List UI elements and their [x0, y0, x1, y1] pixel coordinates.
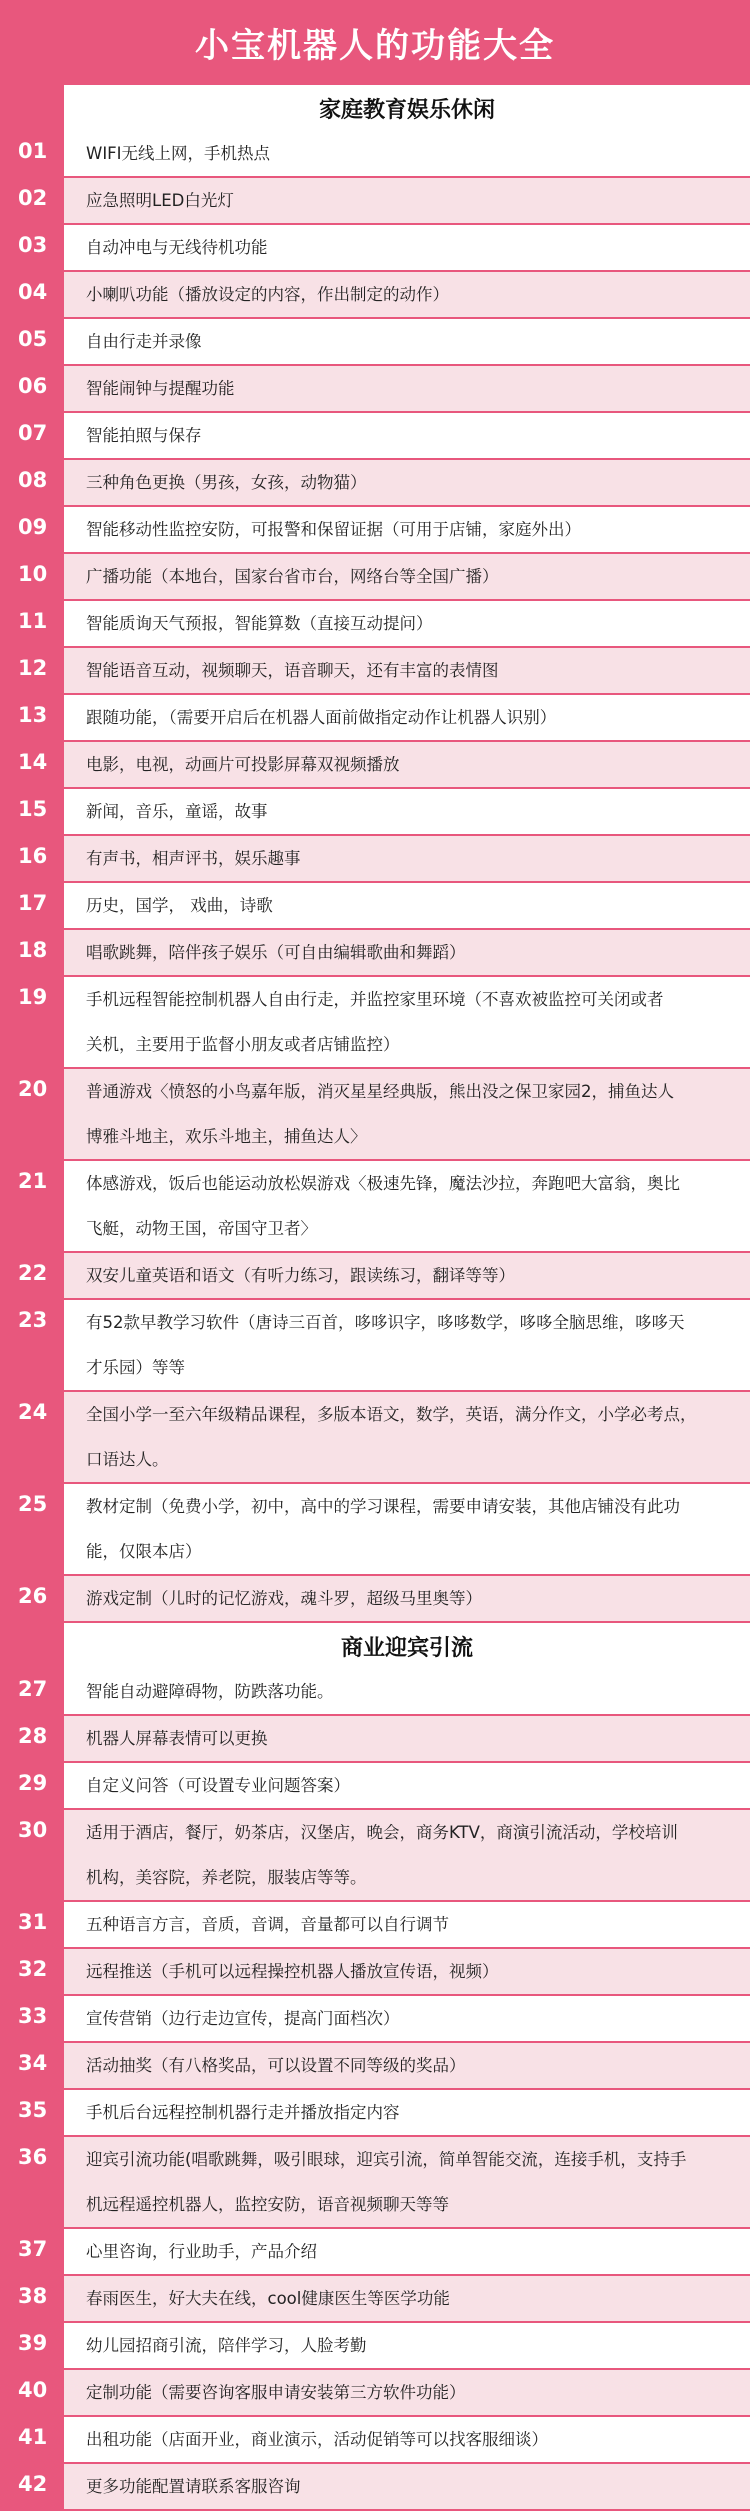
feature-number: 27	[18, 1677, 48, 1701]
feature-number: 18	[18, 938, 48, 962]
feature-row	[0, 2370, 750, 2415]
feature-number: 34	[18, 2051, 48, 2075]
feature-number: 17	[18, 891, 48, 915]
feature-row	[0, 1902, 750, 1947]
feature-text: 自定义问答（可设置专业问题答案）	[64, 1763, 750, 1808]
feature-number: 16	[18, 844, 48, 868]
feature-number: 01	[18, 139, 48, 163]
feature-number: 06	[18, 374, 48, 398]
feature-row	[0, 1810, 750, 1900]
feature-number: 22	[18, 1261, 48, 1285]
feature-number: 41	[18, 2425, 48, 2449]
feature-number: 23	[18, 1308, 48, 1332]
feature-row	[0, 1716, 750, 1761]
feature-number: 31	[18, 1910, 48, 1934]
section-heading: 家庭教育娱乐休闲	[64, 85, 750, 131]
feature-text: 游戏定制（儿时的记忆游戏，魂斗罗，超级马里奥等）	[64, 1576, 750, 1621]
feature-number: 35	[18, 2098, 48, 2122]
feature-text: 春雨医生，好大夫在线，cool健康医生等医学功能	[64, 2276, 750, 2321]
feature-row	[0, 460, 750, 505]
feature-number: 33	[18, 2004, 48, 2028]
section-heading: 商业迎宾引流	[64, 1623, 750, 1669]
feature-row	[0, 1253, 750, 1298]
feature-row	[0, 1484, 750, 1574]
feature-text: 三种角色更换（男孩，女孩，动物猫）	[64, 460, 750, 505]
feature-text: 智能拍照与保存	[64, 413, 750, 458]
feature-row	[0, 977, 750, 1067]
feature-text: 历史，国学， 戏曲，诗歌	[64, 883, 750, 928]
feature-row	[0, 272, 750, 317]
feature-text: 全国小学一至六年级精品课程，多版本语文，数学，英语，满分作文，小学必考点， 口语达人。	[64, 1392, 750, 1482]
feature-row	[0, 1392, 750, 1482]
feature-row	[0, 789, 750, 834]
feature-text: 远程推送（手机可以远程操控机器人播放宣传语，视频）	[64, 1949, 750, 1994]
feature-text: 应急照明LED白光灯	[64, 178, 750, 223]
feature-row	[0, 1669, 750, 1714]
feature-text: 机器人屏幕表情可以更换	[64, 1716, 750, 1761]
feature-row	[0, 930, 750, 975]
feature-row	[0, 2043, 750, 2088]
feature-row	[0, 1576, 750, 1621]
feature-number: 40	[18, 2378, 48, 2402]
feature-text: 跟随功能，（需要开启后在机器人面前做指定动作让机器人识别）	[64, 695, 750, 740]
feature-number: 07	[18, 421, 48, 445]
feature-text: 有52款早教学习软件（唐诗三百首，哆哆识字，哆哆数学，哆哆全脑思维，哆哆天 才乐园）等等	[64, 1300, 750, 1390]
feature-row	[0, 2137, 750, 2227]
feature-list	[0, 85, 750, 2511]
feature-text: 活动抽奖（有八格奖品，可以设置不同等级的奖品）	[64, 2043, 750, 2088]
feature-text: 广播功能（本地台，国家台省市台，网络台等全国广播）	[64, 554, 750, 599]
feature-text: 幼儿园招商引流，陪伴学习，人脸考勤	[64, 2323, 750, 2368]
feature-number: 38	[18, 2284, 48, 2308]
feature-text: 有声书，相声评书，娱乐趣事	[64, 836, 750, 881]
feature-text: 教材定制（免费小学，初中，高中的学习课程，需要申请安装，其他店铺没有此功 能，仅限本店）	[64, 1484, 750, 1574]
feature-row	[0, 1069, 750, 1159]
feature-text: 迎宾引流功能(唱歌跳舞，吸引眼球，迎宾引流，简单智能交流，连接手机，支持手 机远程遥控机器人，监控安防，语音视频聊天等等	[64, 2137, 750, 2227]
feature-number: 32	[18, 1957, 48, 1981]
feature-row	[0, 554, 750, 599]
feature-text: 自由行走并录像	[64, 319, 750, 364]
feature-text: 宣传营销（边行走边宣传，提高门面档次）	[64, 1996, 750, 2041]
feature-row	[0, 319, 750, 364]
feature-row	[0, 1763, 750, 1808]
feature-number: 21	[18, 1169, 48, 1193]
title-bar	[0, 0, 750, 85]
feature-row	[0, 507, 750, 552]
feature-number: 04	[18, 280, 48, 304]
feature-text: 双安儿童英语和语文（有听力练习，跟读练习，翻译等等）	[64, 1253, 750, 1298]
feature-number: 24	[18, 1400, 48, 1424]
feature-number: 28	[18, 1724, 48, 1748]
feature-row	[0, 883, 750, 928]
feature-number: 12	[18, 656, 48, 680]
feature-text: 电影，电视，动画片可投影屏幕双视频播放	[64, 742, 750, 787]
feature-number: 25	[18, 1492, 48, 1516]
feature-number: 26	[18, 1584, 48, 1608]
feature-number: 10	[18, 562, 48, 586]
feature-row	[0, 836, 750, 881]
feature-row	[0, 648, 750, 693]
feature-text: 定制功能（需要咨询客服申请安装第三方软件功能）	[64, 2370, 750, 2415]
feature-number: 19	[18, 985, 48, 1009]
feature-text: 自动冲电与无线待机功能	[64, 225, 750, 270]
feature-text: 五种语言方言，音质，音调，音量都可以自行调节	[64, 1902, 750, 1947]
feature-row	[0, 742, 750, 787]
feature-number: 14	[18, 750, 48, 774]
feature-row	[0, 695, 750, 740]
feature-text: 更多功能配置请联系客服咨询	[64, 2464, 750, 2509]
feature-number: 03	[18, 233, 48, 257]
feature-row	[0, 413, 750, 458]
feature-row	[0, 2464, 750, 2509]
feature-text: 新闻，音乐，童谣，故事	[64, 789, 750, 834]
feature-text: 唱歌跳舞，陪伴孩子娱乐（可自由编辑歌曲和舞蹈）	[64, 930, 750, 975]
feature-number: 37	[18, 2237, 48, 2261]
feature-number: 20	[18, 1077, 48, 1101]
feature-text: 心里咨询，行业助手，产品介绍	[64, 2229, 750, 2274]
feature-row	[0, 2417, 750, 2462]
feature-text: 普通游戏〈愤怒的小鸟嘉年版，消灭星星经典版，熊出没之保卫家园2，捕鱼达人 博雅斗地主，欢乐斗地主，捕鱼达人〉	[64, 1069, 750, 1159]
feature-row	[0, 1161, 750, 1251]
feature-row	[0, 1949, 750, 1994]
feature-text: 智能移动性监控安防，可报警和保留证据（可用于店铺，家庭外出）	[64, 507, 750, 552]
feature-number: 39	[18, 2331, 48, 2355]
feature-number: 09	[18, 515, 48, 539]
feature-number: 15	[18, 797, 48, 821]
feature-number: 11	[18, 609, 48, 633]
feature-text: 手机后台远程控制机器行走并播放指定内容	[64, 2090, 750, 2135]
feature-text: 智能质询天气预报，智能算数（直接互动提问）	[64, 601, 750, 646]
feature-row	[0, 225, 750, 270]
feature-row	[0, 131, 750, 176]
feature-number: 02	[18, 186, 48, 210]
feature-row	[0, 2276, 750, 2321]
feature-row	[0, 2229, 750, 2274]
feature-number: 36	[18, 2145, 48, 2169]
page-title: 小宝机器人的功能大全	[195, 26, 555, 66]
feature-row	[0, 601, 750, 646]
feature-row	[0, 1300, 750, 1390]
feature-number: 29	[18, 1771, 48, 1795]
feature-number: 13	[18, 703, 48, 727]
feature-text: WIFI无线上网，手机热点	[64, 131, 750, 176]
feature-row	[0, 2323, 750, 2368]
feature-text: 出租功能（店面开业，商业演示，活动促销等可以找客服细谈）	[64, 2417, 750, 2462]
feature-number: 30	[18, 1818, 48, 1842]
feature-text: 智能闹钟与提醒功能	[64, 366, 750, 411]
feature-text: 体感游戏，饭后也能运动放松娱游戏〈极速先锋，魔法沙拉，奔跑吧大富翁，奥比 飞艇，动物王国，帝国守卫者〉	[64, 1161, 750, 1251]
feature-row	[0, 2090, 750, 2135]
feature-row	[0, 366, 750, 411]
feature-text: 智能自动避障碍物，防跌落功能。	[64, 1669, 750, 1714]
feature-row	[0, 1996, 750, 2041]
feature-number: 05	[18, 327, 48, 351]
feature-text: 适用于酒店，餐厅，奶茶店，汉堡店，晚会，商务KTV，商演引流活动，学校培训 机构，美容院，养老院，服装店等等。	[64, 1810, 750, 1900]
feature-row	[0, 178, 750, 223]
feature-number: 42	[18, 2472, 48, 2496]
feature-text: 手机远程智能控制机器人自由行走，并监控家里环境（不喜欢被监控可关闭或者 关机，主要用于监督小朋友或者店铺监控）	[64, 977, 750, 1067]
feature-text: 小喇叭功能（播放设定的内容，作出制定的动作）	[64, 272, 750, 317]
feature-text: 智能语音互动，视频聊天，语音聊天，还有丰富的表情图	[64, 648, 750, 693]
feature-number: 08	[18, 468, 48, 492]
